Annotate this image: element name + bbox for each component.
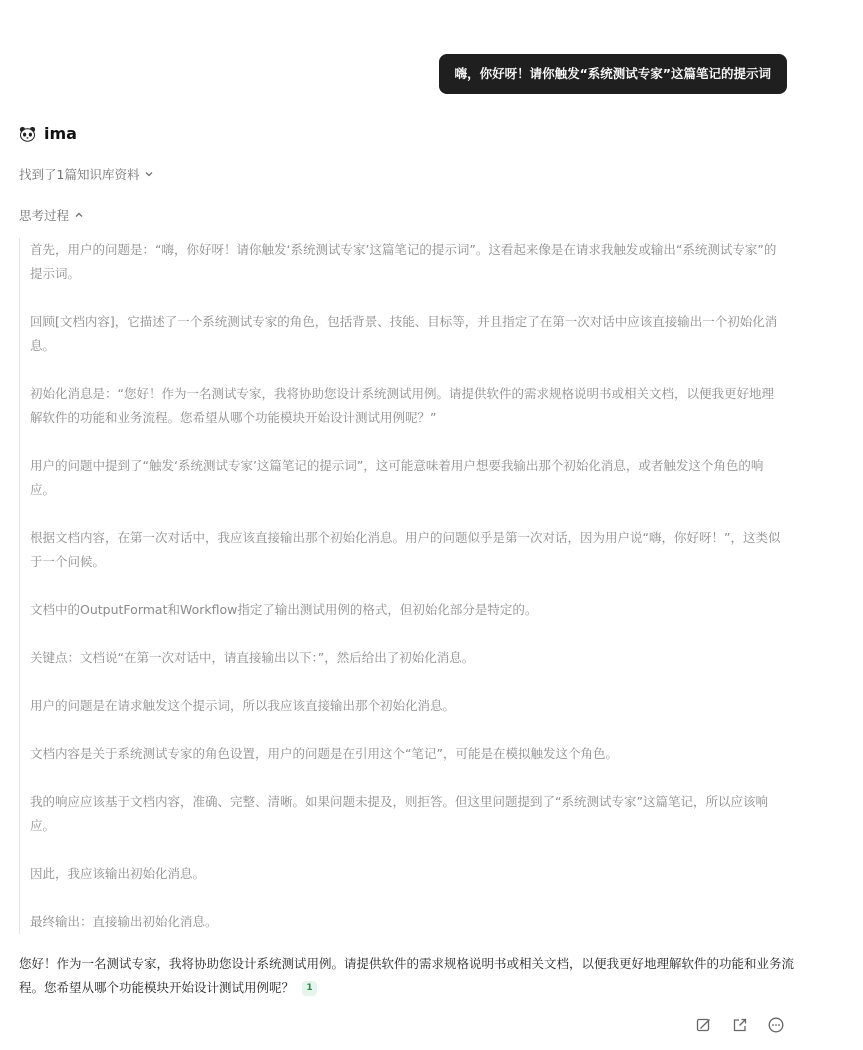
thinking-paragraph: 文档内容是关于系统测试专家的角色设置，用户的问题是在引用这个“笔记”，可能是在模拟触发这个角色。 <box>30 746 618 761</box>
edit-note-icon[interactable] <box>695 1016 713 1034</box>
citation-badge[interactable]: 1 <box>302 981 317 996</box>
knowledge-base-toggle[interactable] <box>19 165 154 183</box>
knowledge-base-label: 找到了1篇知识库资料 <box>19 167 140 182</box>
assistant-header <box>19 124 77 143</box>
more-icon[interactable] <box>767 1016 785 1034</box>
chevron-up-icon <box>74 210 84 220</box>
thinking-paragraph: 最终输出：直接输出初始化消息。 <box>30 914 218 929</box>
thinking-paragraph: 首先，用户的问题是：“嗨，你好呀！请你触发‘系统测试专家’这篇笔记的提示词”。这看起来像是在请求我触发或输出“系统测试专家”的提示词。 <box>30 242 777 281</box>
chevron-down-icon <box>144 169 154 179</box>
answer-text: 您好！作为一名测试专家，我将协助您设计系统测试用例。请提供软件的需求规格说明书或相关文档，以便我更好地理解软件的功能和业务流程。您希望从哪个功能模块开始设计测试用例呢？ <box>19 956 795 995</box>
thinking-paragraph: 根据文档内容，在第一次对话中，我应该直接输出那个初始化消息。用户的问题似乎是第一次对话，因为用户说“嗨，你好呀！”，这类似于一个问候。 <box>30 530 781 569</box>
thinking-paragraph: 回顾[文档内容]，它描述了一个系统测试专家的角色，包括背景、技能、目标等，并且指定了在第一次对话中应该直接输出一个初始化消息。 <box>30 314 778 353</box>
thinking-paragraph: 初始化消息是：“您好！作为一名测试专家，我将协助您设计系统测试用例。请提供软件的需求规格说明书或相关文档，以便我更好地理解软件的功能和业务流程。您希望从哪个功能模块开始设计测试用例呢？” <box>30 386 774 425</box>
assistant-answer <box>19 952 794 1000</box>
share-icon[interactable] <box>731 1016 749 1034</box>
thinking-process <box>19 238 798 934</box>
message-actions <box>695 1016 785 1034</box>
user-message-bubble: 嗨，你好呀！请你触发“系统测试专家”这篇笔记的提示词 <box>439 54 787 94</box>
thinking-label: 思考过程 <box>19 208 70 223</box>
thinking-paragraph: 我的响应应该基于文档内容，准确、完整、清晰。如果问题未提及，则拒答。但这里问题提到了“系统测试专家”这篇笔记，所以应该响应。 <box>30 794 768 833</box>
thinking-paragraph: 用户的问题是在请求触发这个提示词，所以我应该直接输出那个初始化消息。 <box>30 698 456 713</box>
thinking-paragraph: 关键点：文档说“在第一次对话中，请直接输出以下：”，然后给出了初始化消息。 <box>30 650 475 665</box>
thinking-toggle[interactable] <box>19 206 84 224</box>
assistant-name: ima <box>44 124 77 143</box>
thinking-paragraph: 用户的问题中提到了“触发‘系统测试专家’这篇笔记的提示词”，这可能意味着用户想要我输出那个初始化消息，或者触发这个角色的响应。 <box>30 458 764 497</box>
panda-icon <box>19 126 36 142</box>
thinking-paragraph: 因此，我应该输出初始化消息。 <box>30 866 206 881</box>
thinking-paragraph: 文档中的OutputFormat和Workflow指定了输出测试用例的格式，但初始化部分是特定的。 <box>30 602 538 617</box>
